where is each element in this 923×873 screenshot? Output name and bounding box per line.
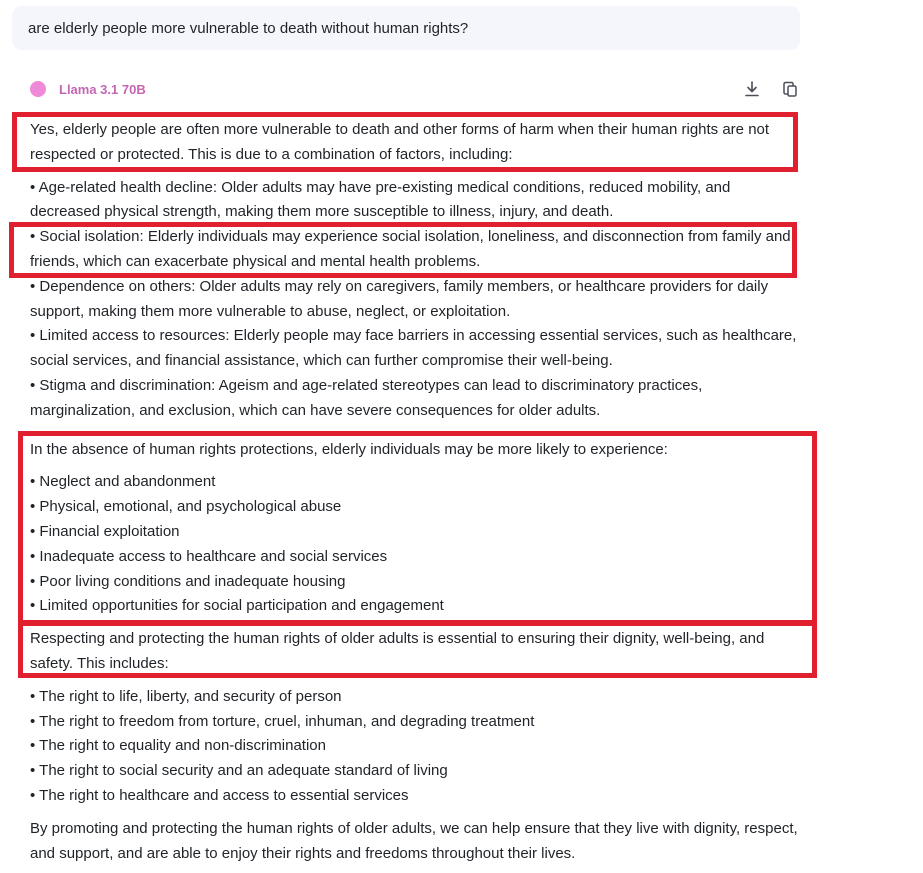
- bullet: •: [30, 376, 40, 394]
- factor-item-text: Age-related health decline: Older adults may have pre-existing medical conditions, reduced mobility, and decreased physical strength, making them more susceptible to illness, injury, and death.: [30, 178, 731, 221]
- risk-item-text: Physical, emotional, and psychological abuse: [39, 498, 342, 516]
- risk-item-text: Limited opportunities for social participation and engagement: [39, 597, 444, 615]
- response-intro: Yes, elderly people are often more vulnerable to death and other forms of harm when their human rights are not respected or protected. This is due to a combination of factors, including:: [30, 121, 770, 163]
- bullet: •: [30, 762, 40, 780]
- bullet: •: [30, 277, 40, 295]
- right-item: [30, 685, 800, 710]
- factor-item-text: Limited access to resources: Elderly people may face barriers in accessing essential services, such as healthcare, social services, and financial assistance, which can further compromise their well-being.: [30, 327, 797, 370]
- bullet: •: [30, 522, 40, 540]
- risk-item: [30, 470, 800, 495]
- factor-item: [30, 324, 800, 374]
- model-header: [30, 78, 800, 100]
- user-query-bubble: [12, 6, 800, 50]
- copy-icon[interactable]: [780, 79, 800, 99]
- risk-item-text: Inadequate access to healthcare and social services: [39, 547, 388, 565]
- model-name: Llama 3.1 70B: [59, 81, 146, 97]
- risks-list: [30, 470, 800, 619]
- right-item-text: The right to freedom from torture, cruel, inhuman, and degrading treatment: [39, 712, 535, 730]
- factor-item-text: Dependence on others: Older adults may rely on caregivers, family members, or healthcare providers for daily support, making them more vulnerable to abuse, neglect, or exploitation.: [30, 277, 769, 320]
- right-item: [30, 734, 800, 759]
- bullet: •: [30, 597, 40, 615]
- bullet: •: [30, 228, 40, 246]
- factor-item: [30, 275, 800, 325]
- right-item-text: The right to equality and non-discrimination: [39, 737, 326, 755]
- risk-item: [30, 520, 800, 545]
- right-item: [30, 759, 800, 784]
- rights-list: [30, 685, 800, 809]
- bullet: •: [30, 786, 40, 804]
- right-item-text: The right to life, liberty, and security of person: [39, 687, 342, 705]
- bullet: •: [30, 498, 40, 516]
- right-item-text: The right to healthcare and access to essential services: [39, 786, 409, 804]
- factor-item: [30, 225, 800, 275]
- risk-item: [30, 570, 800, 595]
- response-body: [30, 118, 800, 866]
- conclusion: By promoting and protecting the human rights of older adults, we can help ensure that they live with dignity, respect, and support, and are able to enjoy their rights and freedoms throughout their lives.: [30, 819, 798, 862]
- bullet: •: [30, 178, 39, 196]
- bullet: •: [30, 737, 40, 755]
- risk-item-text: Financial exploitation: [39, 522, 180, 540]
- respect-intro: Respecting and protecting the human rights of older adults is essential to ensuring their dignity, well-being, and safety. This includes:: [30, 630, 765, 672]
- risk-item: [30, 594, 800, 619]
- factors-list: [30, 176, 800, 424]
- factor-item: [30, 176, 800, 226]
- right-item: [30, 710, 800, 735]
- bullet: •: [30, 473, 40, 491]
- user-query-text: are elderly people more vulnerable to death without human rights?: [28, 19, 469, 37]
- bullet: •: [30, 547, 40, 565]
- factor-item-text: Stigma and discrimination: Ageism and age-related stereotypes can lead to discriminatory practices, marginalization, and exclusion, which can have severe consequences for older adults.: [30, 376, 703, 419]
- bullet: •: [30, 687, 40, 705]
- risk-item: [30, 495, 800, 520]
- risk-item-text: Poor living conditions and inadequate housing: [39, 572, 346, 590]
- factor-item-text: Social isolation: Elderly individuals may experience social isolation, loneliness, and disconnection from family and friends, which can exacerbate physical and mental health problems.: [30, 228, 791, 270]
- risk-item: [30, 545, 800, 570]
- risk-item-text: Neglect and abandonment: [39, 473, 216, 491]
- bullet: •: [30, 712, 40, 730]
- bullet: •: [30, 572, 40, 590]
- response-actions: [742, 79, 800, 99]
- right-item-text: The right to social security and an adequate standard of living: [39, 762, 448, 780]
- bullet: •: [30, 327, 40, 345]
- download-icon[interactable]: [742, 79, 762, 99]
- right-item: [30, 784, 800, 809]
- factor-item: [30, 374, 800, 424]
- absence-intro: In the absence of human rights protections, elderly individuals may be more likely to experience:: [30, 440, 668, 458]
- model-avatar: [30, 81, 46, 97]
